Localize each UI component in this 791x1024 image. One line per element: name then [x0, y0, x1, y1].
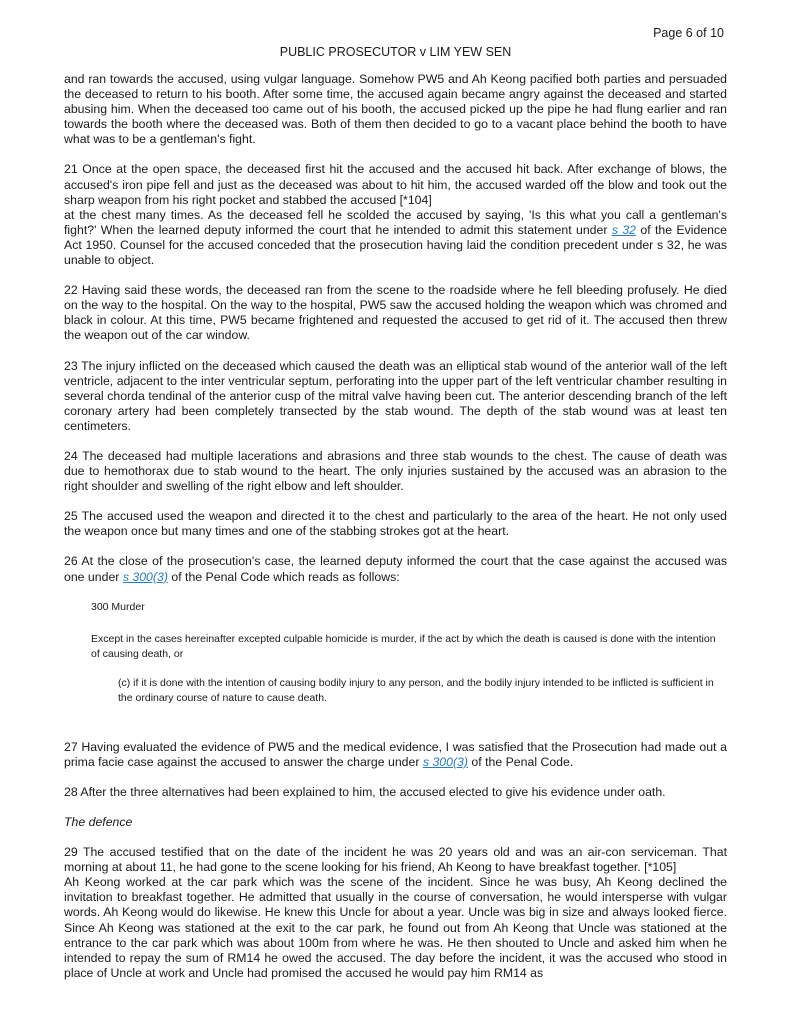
quote-clause-c: (c) if it is done with the intention of causing bodily injury to any person, and the bodily injury intended to be inflicted is sufficient in the ordinary course of nature to cause death. — [118, 676, 714, 705]
paragraph-21-text-b: at the chest many times. As the deceased fell he scolded the accused by saying, 'Is this what you call a gentleman's fight?' When the learned deputy informed the court that he intended to admit this statement under — [64, 207, 727, 237]
paragraph-24: 24 The deceased had multiple lacerations and abrasions and three stab wounds to the chest. The cause of death was due to hemothorax due to stab wound to the heart. The only injuries sustained by the accused was an abrasion to the right shoulder and swelling of the right elbow and left shoulder. — [64, 448, 727, 494]
paragraph-29 — [64, 845, 727, 981]
paragraph-23: 23 The injury inflicted on the deceased which caused the death was an elliptical stab wound of the anterior wall of the left ventricle, adjacent to the inter ventricular septum, perforating into the upper part of the left ventricular chamber resulting in several chorda tendinal of the anterior cusp of the mitral valve having been cut. The anterior descending branch of the left coronary artery had been completely transected by the stab wound. The depth of the stab wound was at least ten centimeters. — [64, 358, 727, 433]
paragraph-21-text-a: 21 Once at the open space, the deceased first hit the accused and the accused hit back. After exchange of blows, the accused's iron pipe fell and just as the deceased was about to hit him, the accused warded off the blow and took out the sharp weapon from his right pocket and stabbed the accused [*104] — [64, 162, 727, 207]
paragraph-25: 25 The accused used the weapon and directed it to the chest and particularly to the area of the heart. He not only used the weapon once but many times and one of the stabbing strokes got at the heart. — [64, 509, 727, 539]
paragraph-21 — [64, 162, 727, 268]
page-number: Page 6 of 10 — [653, 26, 724, 40]
paragraph-29-text-b: Ah Keong worked at the car park which was the scene of the incident. Since he was busy, Ah Keong declined the invitation to breakfast together. He admitted that usually in the course of conversation, he would intersperse with vulgar words. Ah Keong would do likewise. He knew this Uncle for about a year. Uncle was big in size and always looked fierce. Since Ah Keong was stationed at the exit to the car park, he found out from Ah Keong that Uncle was stationed at the entrance to the car park which was about 100m from where he was. He then shouted to Uncle and asked him when he intended to repay the sum of RM14 he owed the accused. The day before the incident, it was the accused who stood in place of Uncle at work and Uncle had promised the accused he would pay him RM14 as — [64, 875, 727, 980]
paragraph-27-text-a: 27 Having evaluated the evidence of PW5 and the medical evidence, I was satisfied that the Prosecution had made out a prima facie case against the accused to answer the charge under — [64, 739, 727, 769]
paragraph-22: 22 Having said these words, the deceased ran from the scene to the roadside where he fell bleeding profusely. He died on the way to the hospital. On the way to the hospital, PW5 saw the accused holding the weapon which was chromed and black in colour. At this time, PW5 became frightened and requested the accused to get rid of it. The accused then threw the weapon out of the car window. — [64, 283, 727, 343]
paragraph-26 — [64, 554, 727, 584]
paragraph-27-text-b: of the Penal Code. — [468, 754, 574, 769]
quote-body: Except in the cases hereinafter excepted culpable homicide is murder, if the act by which the death is caused is done with the intention of causing death, or — [91, 632, 716, 660]
paragraph-26-text-b: of the Penal Code which reads as follows: — [167, 569, 400, 584]
section-heading-defence: The defence — [64, 815, 133, 829]
paragraph-29-text-a: 29 The accused testified that on the date of the incident he was 20 years old and was an air-con serviceman. That morning at about 11, he had gone to the scene looking for his friend, Ah Keong to have breakfast together. [*105] — [64, 845, 727, 875]
document-body — [64, 72, 727, 996]
link-s-300-3[interactable]: s 300(3) — [122, 569, 168, 584]
link-s-300-3-second[interactable]: s 300(3) — [422, 754, 468, 769]
paragraph-26-text-a: 26 At the close of the prosecution's case, the learned deputy informed the court that the case against the accused was one under — [64, 554, 727, 584]
quote-heading: 300 Murder — [91, 600, 145, 613]
paragraph-21-text-c: of the Evidence Act 1950. Counsel for the accused conceded that the prosecution having laid the condition precedent under s 32, he was unable to object. — [64, 222, 727, 268]
paragraph-28: 28 After the three alternatives had been explained to him, the accused elected to give his evidence under oath. — [64, 784, 666, 799]
paragraph-20-continued: and ran towards the accused, using vulgar language. Somehow PW5 and Ah Keong pacified both parties and persuaded the deceased to return to his booth. After some time, the accused again became angry against the deceased and started abusing him. When the deceased too came out of his booth, the accused picked up the pipe he had flung earlier and ran towards the booth where the deceased was. Both of them then decided to go to a vacant place behind the booth to have what was to be a gentleman's fight. — [64, 72, 727, 147]
link-s-32[interactable]: s 32 — [611, 222, 636, 237]
paragraph-27 — [64, 740, 727, 770]
case-title: PUBLIC PROSECUTOR v LIM YEW SEN — [279, 45, 512, 59]
